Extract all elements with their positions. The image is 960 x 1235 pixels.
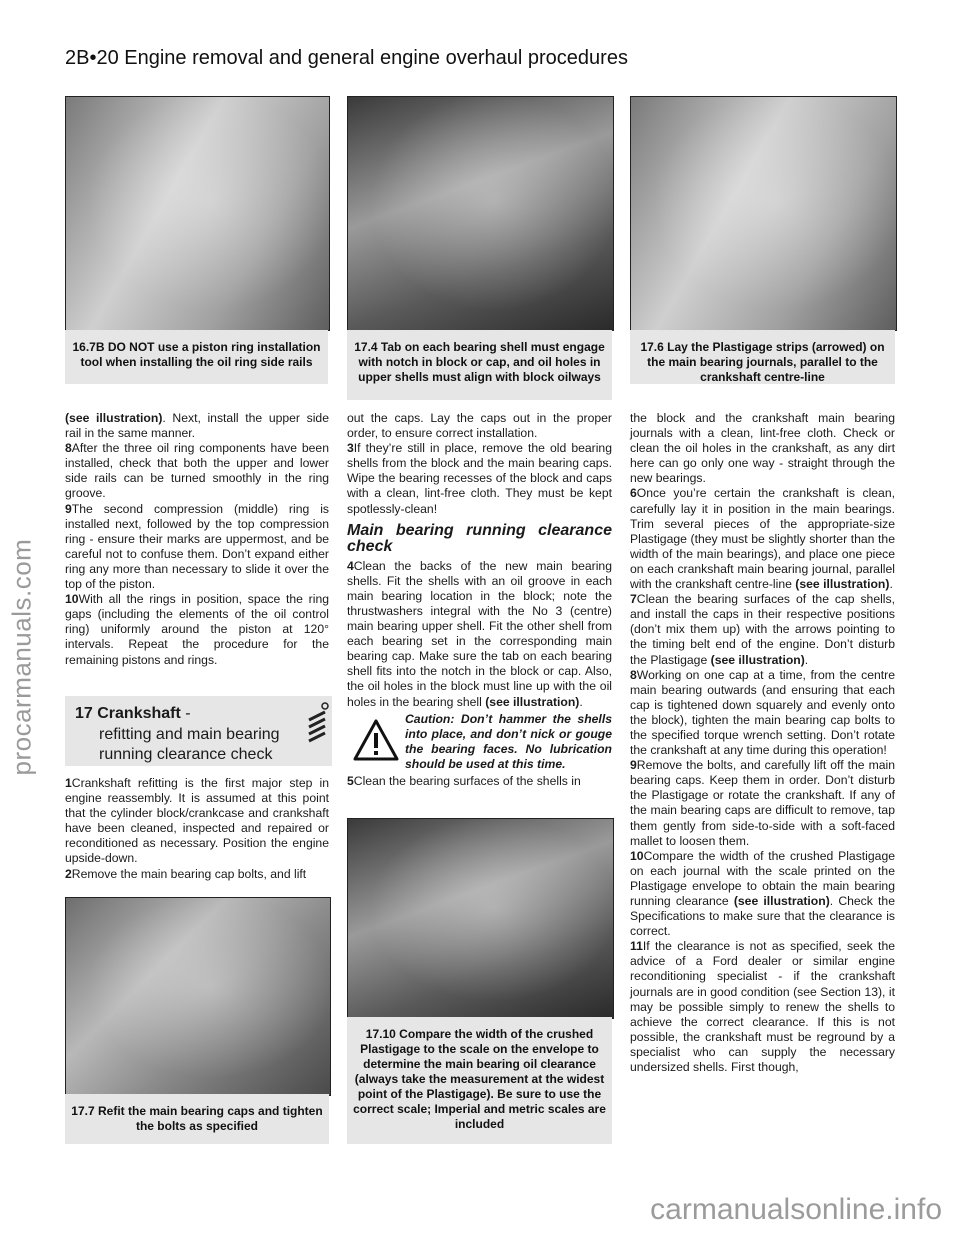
subheading: Main bearing running clearance check [347, 521, 612, 555]
figure-17-6-photo [630, 96, 897, 331]
page-header: 2B•20 Engine removal and general engine overhaul procedures [65, 47, 628, 69]
figure-17-6-caption: 17.6 Lay the Plastigage strips (arrowed) on the main bearing journals, parallel to the crankshaft centre-line [630, 330, 895, 384]
figure-17-7-caption: 17.7 Refit the main bearing caps and tighten the bolts as specified [65, 1094, 329, 1144]
figure-17-4-caption: 17.4 Tab on each bearing shell must engage with notch in block or cap, and oil holes in upper shells must align with block oilways [347, 330, 612, 400]
caution-note: Caution: Don’t hammer the shells into place, and don’t nick or gouge the bearing faces. No lubrication should be used at this time. [353, 712, 612, 772]
section-subtitle: refitting and main bearing running clearance check [99, 726, 280, 763]
bottom-watermark: carmanualsonline.info [650, 1193, 942, 1226]
column-2-text: out the caps. Lay the caps out in the proper order, to ensure correct installation. 3If they’re still in place, remove the old bearing shells from the block and the main bearing caps. Wipe the bearing recesses of the block and caps with a clean, lint-free cloth. They must be kept spotlessly-clean! Main bearing running clearance check 4Clean the backs of the new main bearing shells. Fit the shells with an oil groove in each main bearing location in the block; note the thrustwashers integral with the No 3 (centre) main bearing upper shell. Fit the other shell from each bearing set in the corresponding main bearing cap. Make sure the tab on each bearing shell fits into the notch in the block or cap. Also, the oil holes in the block must line up with the oil holes in the bearing shell (see illustration). Caution: Don’t hammer the shells into place, and don’t nick or gouge the bearing faces. No lubrication should be used at this time. 5Clean the bearing surfaces of the shells in [347, 411, 612, 788]
figure-16-7b-caption: 16.7B DO NOT use a piston ring installation tool when installing the oil ring side rails [65, 330, 328, 384]
column-3-text: the block and the crankshaft main bearing journals with a clean, lint-free cloth. Check or clean the oil holes in the crankshaft, as any dirt here can go only one way - straight through the new bearings. 6Once you’re certain the crankshaft is clean, carefully lay it in position in the main bearings. Trim several pieces of the appropriate-size Plastigage (they must be slightly shorter than the width of the main bearings), and place one piece on each crankshaft main bearing journal, parallel with the crankshaft centre-line (see illustration). 7Clean the bearing surfaces of the cap shells, and install the caps in their respective positions (don’t mix them up) with the arrows pointing to the timing belt end of the engine. Don’t disturb the Plastigage (see illustration). 8Working on one cap at a time, from the centre main bearing outwards (and ensuring that each cap is tightened down squarely and evenly onto the block), tighten the main bearing cap bolts to the specified torque wrench setting. Don’t rotate the crankshaft at any time during this operation! 9Remove the bolts, and carefully lift off the main bearing caps. Keep them in order. Don’t disturb the Plastigage or rotate the crankshaft. If any of the main bearing caps are difficult to remove, tap them gently from side-to-side with a soft-faced mallet to loosen them. 10Compare the width of the crushed Plastigage on each journal with the scale printed on the Plastigage envelope to obtain the main bearing running clearance (see illustration). Check the Specifications to make sure that the clearance is correct. 11If the clearance is not as specified, seek the advice of a Ford dealer or similar engine reconditioning specialist - if the crankshaft journals are in good condition (see Section 13), it may be possible simply to renew the shells to achieve the correct clearance. If this is not possible, the crankshaft must be reground by a specialist who can supply the necessary undersized shells. First though, [630, 411, 895, 1075]
difficulty-wrench-icon [305, 700, 329, 748]
column-1-text-bottom: 1Crankshaft refitting is the first major step in engine reassembly. It is assumed at this point that the cylinder block/crankcase and crankshaft have been cleaned, inspected and repaired or reconditioned as necessary. Position the engine upside-down. 2Remove the main bearing cap bolts, and lift [65, 776, 329, 881]
section-number: 17 [75, 705, 93, 722]
figure-17-4-photo [347, 96, 614, 331]
section-heading-box: 17 Crankshaft - refitting and main bearing running clearance check [65, 696, 332, 766]
side-watermark: procarmanuals.com [6, 538, 37, 776]
column-1-text-top: (see illustration). Next, install the upper side rail in the same manner. 8After the three oil ring components have been installed, check that both the upper and lower side rails can be turned smoothly in the ring groove. 9The second compression (middle) ring is installed next, followed by the top compression ring - ensure their marks are uppermost, and be careful not to confuse them. Don’t expand either ring any more than necessary to slide it over the top of the piston. 10With all the rings in position, space the ring gaps (including the elements of the oil control ring) uniformly around the piston at 120° intervals. Repeat the procedure for the remaining pistons and rings. [65, 411, 329, 667]
section-title: Crankshaft [97, 705, 181, 722]
figure-17-7-photo [65, 897, 331, 1096]
warning-triangle-icon [353, 718, 399, 762]
figure-17-10-caption: 17.10 Compare the width of the crushed Plastigage to the scale on the envelope to determine the main bearing oil clearance (always take the measurement at the widest point of the Plastigage). Be sure to use the correct scale; Imperial and metric scales are included [347, 1017, 612, 1144]
ref-link: (see illustration) [65, 411, 163, 425]
figure-16-7b-photo [65, 96, 330, 331]
figure-17-10-photo [347, 818, 614, 1019]
